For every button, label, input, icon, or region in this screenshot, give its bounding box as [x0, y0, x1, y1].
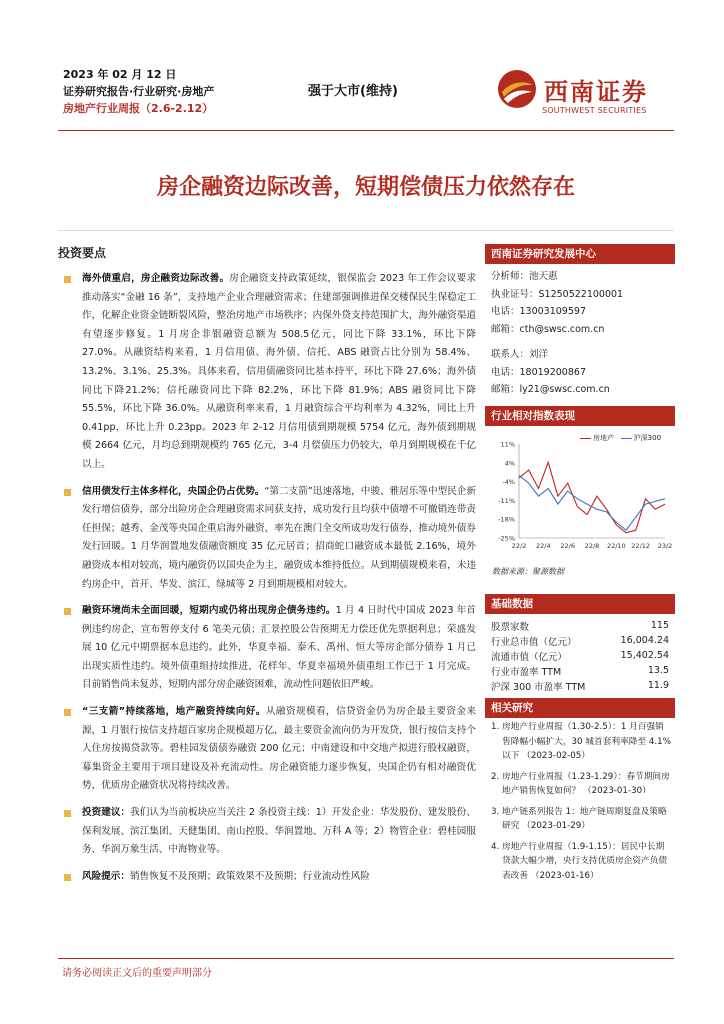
- y-tick-label: -4%: [502, 478, 515, 487]
- data-label: 行业总市值（亿元）: [491, 636, 577, 648]
- bullet-item: [58, 270, 476, 475]
- contact-phone: 电话：18019200867: [491, 366, 586, 378]
- logo-text-cn: 西南证券: [544, 77, 648, 106]
- legend-swatch-hs300: [621, 438, 632, 439]
- basic-data-panel: [485, 594, 675, 693]
- x-tick-label: 22/10: [606, 542, 626, 550]
- bullet-text: 1 月 4 日时代中国成 2023 年首例违约房企，宣布暂停支付 6 笔美元债；汇景控股公告预期无力偿还优先票据利息；荣盛发展 10 亿元中期票据本息违约。此外，华夏幸福、泰禾、禹州、恒大等房企部分债券 1 月已出现实质性违约。境外债重组持续推进，花样年、华夏幸福境外债重组工作已于 1 月完成。目前销售尚未复苏，短期内部分房企融资困难，流动性问题依旧严峻。: [82, 605, 477, 691]
- logo-text-en: SOUTHWEST SECURITIES: [542, 106, 647, 115]
- bullet-square-icon: [64, 608, 71, 615]
- rating: 强于大市(维持): [308, 84, 398, 99]
- report-title: 房企融资边际改善，短期偿债压力依然存在: [156, 174, 575, 200]
- related-item-text: 房地产行业周报（1.9-1.15）：居民中长期贷款大幅少增，央行支持优质房企资产负债表改善 （2023-01-16）: [502, 841, 668, 881]
- related-item[interactable]: 4. 房地产行业周报（1.9-1.15）：居民中长期贷款大幅少增，央行支持优质房企资产负债表改善 （2023-01-16）: [491, 841, 668, 881]
- data-value: 16,004.24: [620, 635, 669, 646]
- related-item[interactable]: 3. 地产链系列报告 1：地产链周期复盘及策略研究 （2023-01-29）: [491, 806, 667, 831]
- x-tick-label: 22/4: [536, 542, 551, 550]
- section-title: 投资要点: [58, 246, 107, 260]
- y-tick-label: 11%: [500, 440, 515, 449]
- y-tick-label: -18%: [498, 515, 515, 524]
- bullet-square-icon: [64, 489, 71, 496]
- basic-data-title: 基础数据: [485, 594, 675, 614]
- bullet-lead: 投资建议：: [82, 807, 131, 819]
- bullet-text: 房企融资支持政策延续，银保监会 2023 年工作会议要求推动落实“金融 16 条”，支持地产企业合理融资需求；住建部强调推进保交楼保民生保稳定工作，化解企业资金链断裂风险，整治房地产市场秩序；内保外贷支持范围扩大，海外融资渠道有望逐步修复。1 月房企非银融资总额为 508.5亿元，同比下降 33.1%，环比下降 27.0%。从融资结构来看，1 月信用债、海外债、信托、ABS 融资占比分别为 58.4%、13.2%、3.1%、25.3%。具体来看，信用债融资同比基本持平，环比下降 27.6%；海外债同比下降21.2%；信托融资同比下降 82.2%，环比下降 81.9%；ABS 融资同比下降 55.5%，环比下降 36.0%。从融资利率来看，1 月融资综合平均利率为 4.32%，同比上升 0.41pp，环比上升 0.23pp。2023 年 2-12 月信用债到期规模 5754 亿元，海外债到期规模 2664 亿元，月均总到期规模约 765 亿元，3-4 月偿债压力仍较大，单月到期规模在千亿以上。: [82, 273, 477, 470]
- data-value: 13.5: [647, 665, 669, 676]
- data-label: 股票家数: [491, 621, 530, 633]
- x-tick-label: 22/8: [584, 542, 600, 550]
- company-logo: [496, 66, 686, 126]
- related-item[interactable]: 2. 房地产行业周报（1.23-1.29）：春节期间房地产销售恢复如何？ （2023-01-30）: [491, 771, 670, 796]
- relative-index-chart: [485, 428, 675, 576]
- chart-legend: [580, 433, 661, 443]
- bullet-lead: 海外债重启，房企融资边际改善。: [82, 273, 230, 284]
- series-line: [519, 475, 665, 530]
- data-label: 行业市盈率 TTM: [491, 666, 562, 678]
- report-type: 证券研究报告·行业研究·房地产: [63, 85, 215, 98]
- main-content: [58, 244, 476, 894]
- bullet-square-icon: [64, 874, 71, 881]
- chart-title: 行业相对指数表现: [485, 406, 675, 426]
- table-row: [485, 648, 675, 663]
- series-line: [519, 462, 665, 533]
- related-item-text: 地产链系列报告 1：地产链周期复盘及策略研究 （2023-01-29）: [502, 806, 667, 831]
- legend-label-hs300: 沪深300: [633, 434, 662, 442]
- table-row: [485, 633, 675, 648]
- team-title: 西南证券研究发展中心: [485, 244, 675, 264]
- footer-divider: [58, 958, 674, 959]
- chart-source: 数据来源：聚源数据: [492, 567, 564, 576]
- y-tick-label: -25%: [498, 534, 515, 543]
- data-value: 11.9: [647, 680, 669, 691]
- bullet-item: [58, 602, 476, 695]
- bullet-lead: “三支箭”持续落地，地产融资持续向好。: [82, 706, 266, 718]
- bullet-item: [58, 703, 476, 796]
- bullet-item: [58, 483, 476, 595]
- data-label: 流通市值（亿元）: [491, 651, 568, 663]
- bullet-lead: 信用债发行主体多样化，央国企仍占优势。: [82, 485, 265, 497]
- legend-swatch-property: [580, 438, 591, 439]
- bullet-square-icon: [64, 810, 71, 817]
- bullet-lead: 融资环境尚未全面回暖，短期内或仍将出现房企债务违约。: [82, 605, 336, 617]
- bullet-text: 销售恢复不及预期；政策效果不及预期；行业流动性风险: [129, 870, 370, 882]
- legend-label-property: 房地产: [593, 434, 614, 442]
- contact-name: 联系人：刘洋: [491, 349, 549, 360]
- table-row: [485, 678, 675, 693]
- bullet-text: “第二支箭”迅速落地，中骏、雅居乐等中型民企新发行增信债券，部分出险房企合理融资需求同获支持，成功发行且均获中债增不可撤销连带责任担保；越秀、金茂等央国企重启海外融资，率先在澳门全交所成功发行债券，推动境外债券发行回暖。1 月华润置地发债融资额度 35 亿元居首；招商蛇口融资成本最低 2.16%，境外融资成本相对较高，境内融资仍以国央企为主，融资成本维持低位。从到期债规模来看，未违约房企中，首开、华发、滨江、绿城等 2 月到期规模相对较大。: [82, 485, 476, 590]
- related-item-text: 房地产行业周报（1.23-1.29）：春节期间房地产销售恢复如何？ （2023-01-30）: [502, 771, 670, 796]
- analyst-email[interactable]: 邮箱：cth@swsc.com.cn: [491, 323, 605, 335]
- bullet-text: 从融资规模看，信贷资金仍为房企最主要资金来源，1 月银行按信支持超百家房企规模超万亿，最主要资金流向仍为开发贷，银行按信支持个人住房按揭贷款等。碧桂园发债债券融资 200 亿元；中南建设和中交地产拟进行股权融资，募集资金主要用于项目建设及补充流动性。房企融资能力逐步恢复，央国企仍有相对融资优势，优质房企融资状况将持续改善。: [82, 706, 476, 792]
- logo-mark-icon: [496, 68, 538, 110]
- analyst-phone: 电话：13003109597: [491, 306, 586, 317]
- related-item[interactable]: 1. 房地产行业周报（1.30-2.5）：1 月百强销售降幅小幅扩大，30 城首套利率降至 4.1%以下 （2023-02-05）: [491, 722, 671, 761]
- related-research-panel: [485, 698, 675, 889]
- table-row: [485, 663, 675, 678]
- contact-email[interactable]: 邮箱：ly21@swsc.com.cn: [491, 384, 610, 395]
- table-row: [485, 618, 675, 633]
- data-value: 115: [650, 620, 669, 631]
- x-tick-label: 22/2: [511, 542, 527, 550]
- x-tick-label: 22/6: [560, 542, 575, 550]
- bullet-lead: 风险提示：: [82, 870, 130, 882]
- chart-svg: [485, 428, 675, 566]
- report-date: 2023 年 02 月 12 日: [63, 68, 177, 81]
- basic-data-table: [485, 618, 675, 693]
- bullet-square-icon: [64, 709, 71, 716]
- data-label: 沪深 300 市盈率 TTM: [491, 681, 586, 693]
- analyst-license: 执业证号：S1250522100001: [491, 288, 624, 300]
- analyst-info: [485, 264, 675, 399]
- bullet-item: [58, 804, 476, 860]
- title-divider: [58, 230, 674, 231]
- related-item-text: 房地产行业周报（1.30-2.5）：1 月百强销售降幅小幅扩大，30 城首套利率降至 4.1%以下 （2023-02-05）: [502, 722, 671, 761]
- x-tick-label: 23/2: [657, 542, 673, 550]
- report-header: [63, 66, 293, 117]
- related-list: [485, 718, 675, 883]
- bullet-square-icon: [64, 276, 71, 283]
- analyst-panel: [485, 244, 675, 399]
- data-value: 15,402.54: [620, 650, 669, 661]
- x-tick-label: 22/12: [631, 542, 651, 550]
- bullet-item: [58, 868, 476, 887]
- weekly-title: 房地产行业周报（2.6-2.12）: [63, 102, 214, 115]
- y-tick-label: 4%: [504, 459, 515, 468]
- y-tick-label: -11%: [498, 496, 515, 505]
- analyst-name: 分析师：池天惠: [491, 271, 558, 282]
- footer-disclaimer: 请务必阅读正文后的重要声明部分: [62, 968, 212, 979]
- bullet-text: 我们认为当前板块应当关注 2 条投资主线：1）开发企业：华发股份、建发股份、保利发展、滨江集团、天健集团、南山控股、华润置地、万科 A 等；2）物管企业：碧桂园服务、华润万象生活、中海物业等。: [82, 807, 476, 856]
- header-divider: [58, 130, 674, 131]
- related-title: 相关研究: [485, 698, 675, 718]
- chart-panel: [485, 406, 675, 426]
